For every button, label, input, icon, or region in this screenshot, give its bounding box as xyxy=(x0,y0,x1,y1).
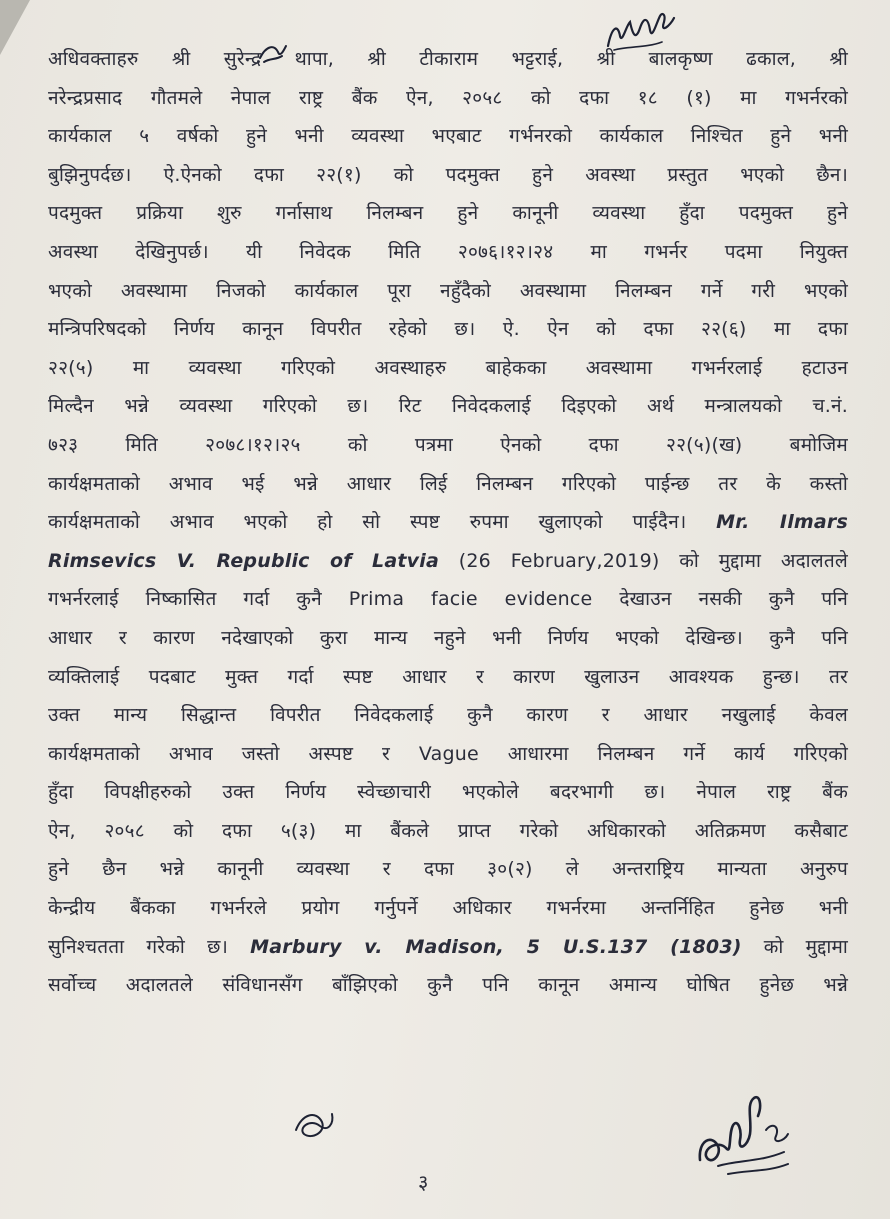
text-segment: मिल्दैन भन्ने व्यवस्था गरिएको छ। रिट निवेदकलाई दिइएको अर्थ मन्त्रालयको च.नं. xyxy=(48,395,848,418)
text-segment: नरेन्द्रप्रसाद गौतमले नेपाल राष्ट्र बैंक ऐन, २०५८ को दफा १८ (१) मा गभर्नरको xyxy=(48,86,848,109)
case-citation: Mr. Ilmars xyxy=(716,511,849,534)
text-segment: व्यक्तिलाई पदबाट मुक्त गर्दा स्पष्ट आधार र कारण खुलाउन आवश्यक हुन्छ। तर xyxy=(48,665,848,688)
text-line xyxy=(48,542,848,581)
case-citation: Marbury v. Madison, 5 U.S.137 (1803) xyxy=(250,935,742,958)
text-segment: अवस्था देखिनुपर्छ। यी निवेदक मिति २०७६।१२।२४ मा गभर्नर पदमा नियुक्त xyxy=(48,240,848,263)
text-line xyxy=(48,928,848,967)
text-segment: अधिवक्ताहरु श्री सुरेन्द्र थापा, श्री टीकाराम भट्टराई, श्री बालकृष्ण ढकाल, श्री xyxy=(48,48,848,70)
text-segment: ७२३ मिति २०७८।१२।२५ को पत्रमा ऐनको दफा २२(५)(ख) बमोजिम xyxy=(48,433,848,456)
text-segment: गभर्नरलाई निष्कासित गर्दा कुनै Prima facie evidence देखाउन नसकी कुनै पनि xyxy=(48,588,848,611)
text-line xyxy=(48,79,848,118)
text-line xyxy=(48,503,848,542)
text-segment: को मुद्दामा xyxy=(741,935,849,958)
text-segment: सुनिश्चतता गरेको छ। xyxy=(48,935,251,958)
text-segment: आधार र कारण नदेखाएको कुरा मान्य नहुने भनी निर्णय भएको देखिन्छ। कुनै पनि xyxy=(48,626,848,649)
text-segment: कार्यक्षमताको अभाव भई भन्ने आधार लिई निलम्बन गरिएको पाईन्छ तर के कस्तो xyxy=(48,472,848,495)
text-segment: (26 February,2019) को मुद्दामा अदालतले xyxy=(438,549,848,572)
text-line xyxy=(48,619,848,658)
text-segment: कार्यक्षमताको अभाव जस्तो अस्पष्ट र Vague आधारमा निलम्बन गर्ने कार्य गरिएको xyxy=(48,742,848,765)
signature-top xyxy=(600,6,680,56)
text-segment: मन्त्रिपरिषदको निर्णय कानून विपरीत रहेको छ। ऐ. ऐन को दफा २२(६) मा दफा xyxy=(48,318,848,341)
text-line xyxy=(48,580,848,619)
text-line xyxy=(48,465,848,504)
folded-corner xyxy=(0,0,30,55)
text-line xyxy=(48,426,848,465)
case-citation: Rimsevics V. Republic of Latvia xyxy=(48,549,439,572)
text-line xyxy=(48,310,848,349)
body-text xyxy=(48,40,848,1005)
text-line xyxy=(48,40,848,79)
text-segment: उक्त मान्य सिद्धान्त विपरीत निवेदकलाई कुनै कारण र आधार नखुलाई केवल xyxy=(48,704,848,727)
text-line xyxy=(48,966,848,1005)
text-segment: २२(५) मा व्यवस्था गरिएको अवस्थाहरु बाहेकका अवस्थामा गभर्नरलाई हटाउन xyxy=(48,356,848,379)
text-segment: भएको अवस्थामा निजको कार्यकाल पूरा नहुँदैको अवस्थामा निलम्बन गर्ने गरी भएको xyxy=(48,279,848,302)
text-segment: सर्वोच्च अदालतले संविधानसँग बाँझिएको कुनै पनि कानून अमान्य घोषित हुनेछ भन्ने xyxy=(48,974,848,997)
text-segment: हुने छैन भन्ने कानूनी व्यवस्था र दफा ३०(२) ले अन्तराष्ट्रिय मान्यता अनुरुप xyxy=(48,858,848,881)
text-segment: कार्यकाल ५ वर्षको हुने भनी व्यवस्था भएबाट गर्भनरको कार्यकाल निश्चित हुने भनी xyxy=(48,125,848,148)
text-line xyxy=(48,194,848,233)
text-line xyxy=(48,387,848,426)
text-line xyxy=(48,889,848,928)
text-segment: केन्द्रीय बैंकका गभर्नरले प्रयोग गर्नुपर्ने अधिकार गभर्नरमा अन्तर्निहित हुनेछ भनी xyxy=(48,897,848,920)
signature-mark-bottom xyxy=(290,1100,340,1150)
text-line xyxy=(48,735,848,774)
signature-mark-top xyxy=(256,40,290,66)
text-line xyxy=(48,850,848,889)
text-segment: पदमुक्त प्रक्रिया शुरु गर्नासाथ निलम्बन हुने कानूनी व्यवस्था हुँदा पदमुक्त हुने xyxy=(48,202,848,225)
text-line xyxy=(48,156,848,195)
signature-bottom xyxy=(688,1090,798,1180)
text-line xyxy=(48,272,848,311)
text-line xyxy=(48,773,848,812)
text-segment: बुझिनुपर्दछ। ऐ.ऐनको दफा २२(१) को पदमुक्त हुने अवस्था प्रस्तुत भएको छैन। xyxy=(48,163,848,186)
text-line xyxy=(48,658,848,697)
page-number: ३ xyxy=(418,1170,429,1194)
text-line xyxy=(48,696,848,735)
text-segment: कार्यक्षमताको अभाव भएको हो सो स्पष्ट रुपमा खुलाएको पाईदैन। xyxy=(48,511,717,534)
text-segment: हुँदा विपक्षीहरुको उक्त निर्णय स्वेच्छाचारी भएकोले बदरभागी छ। नेपाल राष्ट्र बैंक xyxy=(48,781,848,804)
text-line xyxy=(48,812,848,851)
text-line xyxy=(48,117,848,156)
text-line xyxy=(48,349,848,388)
text-segment: ऐन, २०५८ को दफा ५(३) मा बैंकले प्राप्त गरेको अधिकारको अतिक्रमण कसैबाट xyxy=(48,819,848,842)
text-line xyxy=(48,233,848,272)
